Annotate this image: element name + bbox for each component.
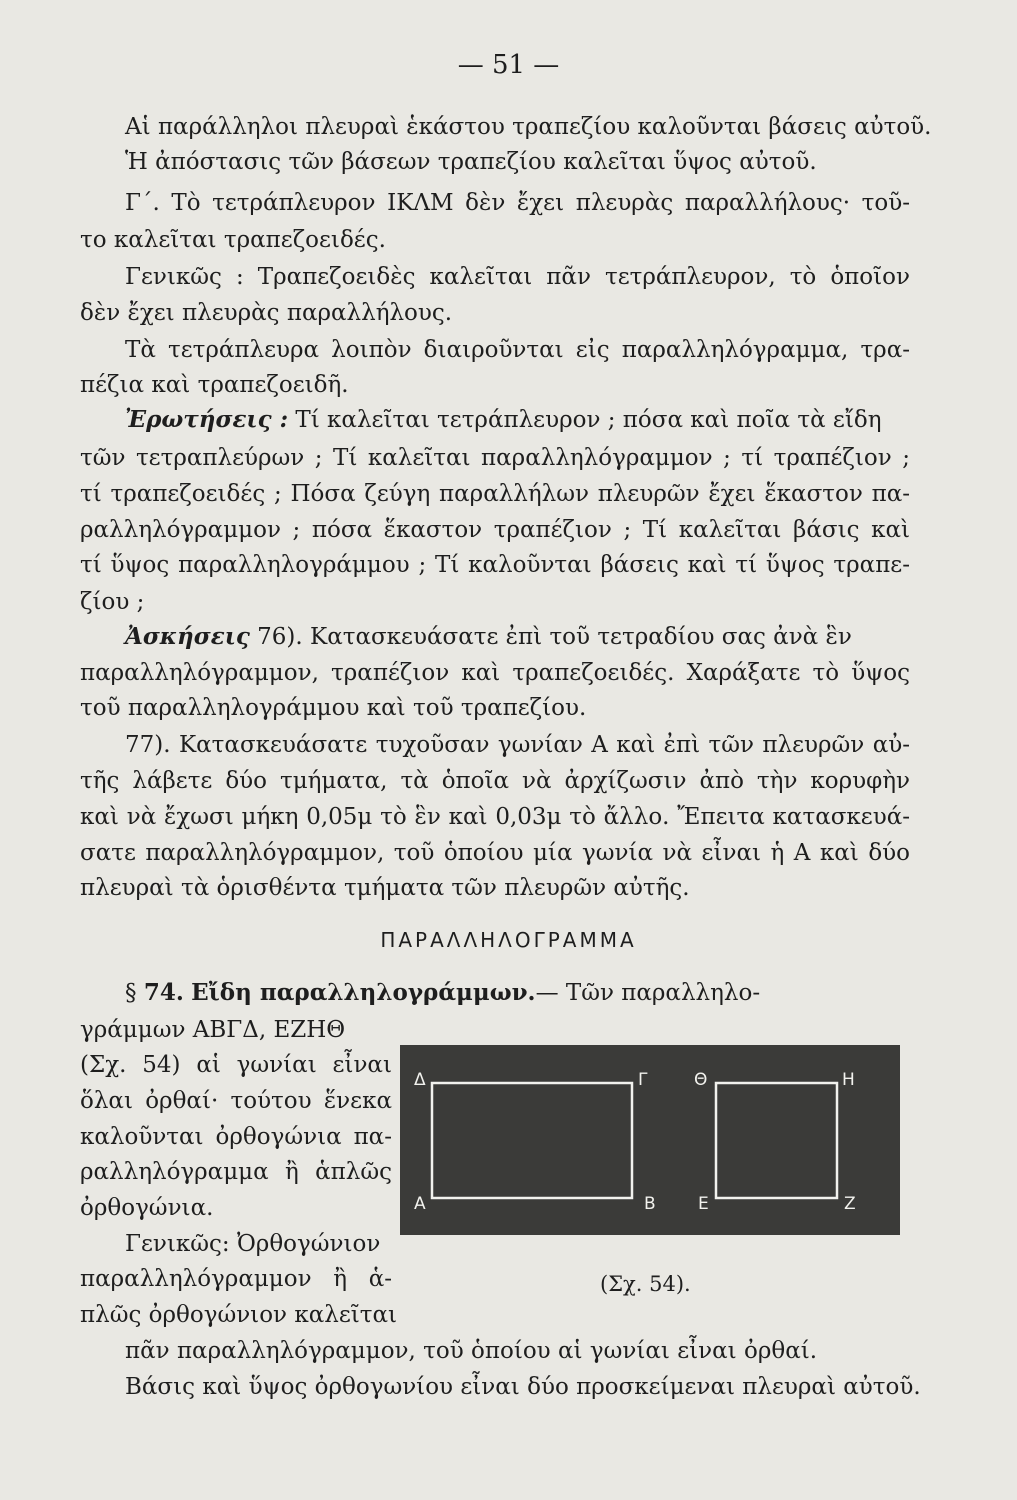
text-line: ὅλαι ὀρθαί· τούτου ἕνεκα: [80, 1088, 392, 1114]
text-line: τί ὕψος παραλληλογράμμου ; Τί καλοῦνται βάσεις καὶ τί ὕψος τραπε-: [80, 552, 910, 578]
text-line: τῶν τετραπλεύρων ; Τί καλεῖται παραλληλόγραμμον ; τί τραπέζιον ;: [80, 445, 910, 471]
text-line: Βάσις καὶ ὕψος ὀρθογωνίου εἶναι δύο προσκείμεναι πλευραὶ αὐτοῦ.: [125, 1374, 921, 1400]
text-line: 77). Κατασκευάσατε τυχοῦσαν γωνίαν Α καὶ ἐπὶ τῶν πλευρῶν αὐ-: [125, 732, 910, 758]
text-line: Ἡ ἀπόστασις τῶν βάσεων τραπεζίου καλεῖται ὕψος αὐτοῦ.: [125, 149, 817, 175]
text-line: σατε παραλληλόγραμμον, τοῦ ὁποίου μία γωνία νὰ εἶναι ἡ Α καὶ δύο: [80, 840, 910, 866]
section-symbol: §: [125, 980, 137, 1006]
label-eta: Η: [842, 1070, 855, 1090]
questions-label: Ἐρωτήσεις :: [125, 406, 289, 433]
text-line: ὀρθογώνια.: [80, 1195, 214, 1221]
text-line: το καλεῖται τραπεζοειδές.: [80, 227, 386, 253]
questions-text: Τί καλεῖται τετράπλευρον ; πόσα καὶ ποῖα τὰ εἴδη: [288, 407, 882, 433]
figure-54: [400, 1045, 900, 1235]
label-theta: Θ: [694, 1070, 708, 1090]
text-line: (Σχ. 54) αἱ γωνίαι εἶναι: [80, 1052, 392, 1078]
label-epsilon: Ε: [698, 1194, 709, 1214]
text-line: πλευραὶ τὰ ὁρισθέντα τμήματα τῶν πλευρῶν αὐτῆς.: [80, 875, 690, 901]
text-line: τοῦ παραλληλογράμμου καὶ τοῦ τραπεζίου.: [80, 695, 587, 721]
page-number: — 51 —: [457, 50, 560, 80]
text-line: καλοῦνται ὀρθογώνια πα-: [80, 1124, 392, 1150]
text-line: γράμμων ΑΒΓΔ, ΕΖΗΘ: [80, 1017, 346, 1043]
text-line: Γενικῶς : Τραπεζοειδὲς καλεῖται πᾶν τετράπλευρον, τὸ ὁποῖον: [125, 264, 910, 290]
section-heading: ΠΑΡΑΛΛΗΛΟΓΡΑΜΜΑ: [380, 928, 637, 952]
rectangles-diagram: [400, 1045, 900, 1235]
text-line: πᾶν παραλληλόγραμμον, τοῦ ὁποίου αἱ γωνίαι εἶναι ὀρθαί.: [125, 1338, 818, 1364]
text-line: Γ΄. Τὸ τετράπλευρον ΙΚΛΜ δὲν ἔχει πλευρὰς παραλλήλους· τοῦ-: [125, 190, 910, 216]
label-zeta: Ζ: [844, 1194, 856, 1214]
text-line: ραλληλόγραμμον ; πόσα ἕκαστον τραπέζιον ; Τί καλεῖται βάσις καὶ: [80, 517, 910, 543]
text-line: καὶ νὰ ἔχωσι μήκη 0,05μ τὸ ἓν καὶ 0,03μ τὸ ἄλλο. Ἔπειτα κατασκευά-: [80, 804, 910, 830]
section-number: 74.: [143, 979, 184, 1006]
label-gamma: Γ: [638, 1070, 648, 1090]
label-alpha: Α: [414, 1194, 426, 1214]
exercises-line: [125, 622, 910, 652]
text-line: ζίου ;: [80, 589, 145, 615]
text-line: παραλληλόγραμμον, τραπέζιον καὶ τραπεζοειδές. Χαράξατε τὸ ὕψος: [80, 660, 910, 686]
exercises-label: Ἀσκήσεις: [125, 623, 250, 650]
text-line: παραλληλόγραμμον ἢ ἁ-: [80, 1266, 392, 1292]
section-title-line: [125, 978, 910, 1008]
text-line: τῆς λάβετε δύο τμήματα, τὰ ὁποῖα νὰ ἀρχίζωσιν ἀπὸ τὴν κορυφὴν: [80, 768, 910, 794]
questions-line: [125, 405, 910, 435]
section-title: Εἴδη παραλληλογράμμων.: [191, 979, 536, 1006]
text-line: πέζια καὶ τραπεζοειδῆ.: [80, 372, 349, 398]
text-line: πλῶς ὀρθογώνιον καλεῖται: [80, 1302, 398, 1328]
text-line: ραλληλόγραμμα ἢ ἁπλῶς: [80, 1159, 392, 1185]
exercises-text: 76). Κατασκευάσατε ἐπὶ τοῦ τετραδίου σας ἀνὰ ἓν: [249, 624, 852, 650]
section-title-rest: — Τῶν παραλληλο-: [535, 980, 761, 1006]
text-line: Γενικῶς: Ὀρθογώνιον: [125, 1231, 381, 1257]
figure-caption: (Σχ. 54).: [600, 1272, 691, 1296]
label-delta: Δ: [414, 1070, 426, 1090]
text-line: δὲν ἔχει πλευρὰς παραλλήλους.: [80, 300, 453, 326]
text-line: Αἱ παράλληλοι πλευραὶ ἑκάστου τραπεζίου καλοῦνται βάσεις αὐτοῦ.: [125, 114, 932, 140]
label-beta: Β: [644, 1194, 656, 1214]
text-line: Τὰ τετράπλευρα λοιπὸν διαιροῦνται εἰς παραλληλόγραμμα, τρα-: [125, 337, 910, 363]
text-line: τί τραπεζοειδές ; Πόσα ζεύγη παραλλήλων πλευρῶν ἔχει ἕκαστον πα-: [80, 481, 910, 507]
